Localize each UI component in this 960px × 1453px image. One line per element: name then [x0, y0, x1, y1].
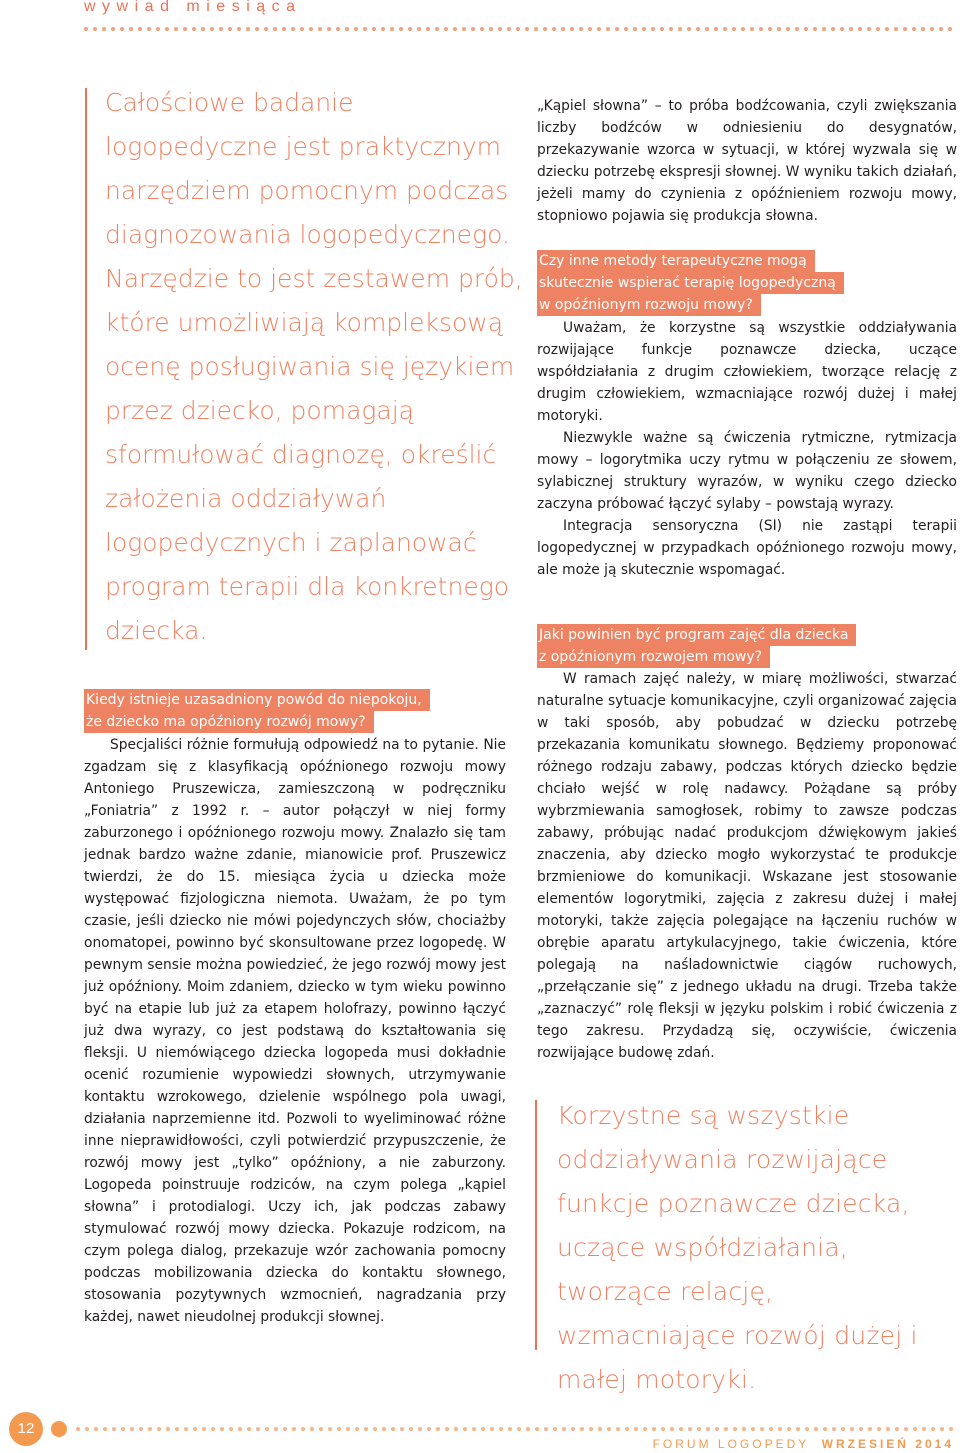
divider-dot [436, 1427, 440, 1431]
divider-dot [354, 27, 358, 31]
divider-dot [894, 27, 898, 31]
divider-dot [795, 27, 799, 31]
divider-dot [247, 1427, 251, 1431]
divider-dot [129, 27, 133, 31]
divider-dot [76, 1427, 80, 1431]
divider-dot [813, 27, 817, 31]
divider-dot [139, 1427, 143, 1431]
divider-dot [112, 1427, 116, 1431]
divider-dot [606, 27, 610, 31]
divider-dot [786, 27, 790, 31]
divider-dot [624, 27, 628, 31]
divider-dot [435, 27, 439, 31]
divider-dot [750, 27, 754, 31]
divider-dot [246, 27, 250, 31]
divider-dot [399, 27, 403, 31]
divider-dot [822, 27, 826, 31]
divider-dot [84, 27, 88, 31]
divider-dot [363, 27, 367, 31]
divider-dot [138, 27, 142, 31]
divider-dot [202, 1427, 206, 1431]
divider-dot [256, 1427, 260, 1431]
divider-dot [759, 27, 763, 31]
divider-dot [346, 1427, 350, 1431]
divider-dot [939, 27, 943, 31]
divider-dot [579, 27, 583, 31]
divider-dot [498, 27, 502, 31]
divider-dot [319, 1427, 323, 1431]
divider-dot [481, 1427, 485, 1431]
divider-dot [103, 1427, 107, 1431]
divider-dot [291, 27, 295, 31]
divider-dot [364, 1427, 368, 1431]
divider-dot [652, 1427, 656, 1431]
divider-dot [336, 27, 340, 31]
divider-dot [130, 1427, 134, 1431]
divider-dot [867, 27, 871, 31]
divider-dot [166, 1427, 170, 1431]
divider-dot [732, 27, 736, 31]
divider-dot [499, 1427, 503, 1431]
divider-dot [670, 1427, 674, 1431]
divider-dot [183, 27, 187, 31]
divider-dot [292, 1427, 296, 1431]
divider-dot [930, 27, 934, 31]
divider-dot [742, 1427, 746, 1431]
divider-dot [175, 1427, 179, 1431]
divider-dot [912, 27, 916, 31]
answer-2-paragraph: Uważam, że korzystne są wszystkie oddziaływania rozwijające funkcje poznawcze dziecka, uczące współdziałania z drugim człowiekiem, tworzące relację z drugim człowiekiem, wzmacniające rozwój dużej i małej motoryki. [537, 320, 957, 424]
divider-dot [147, 27, 151, 31]
divider-dot [282, 27, 286, 31]
divider-dot [553, 1427, 557, 1431]
divider-dot [220, 1427, 224, 1431]
divider-dot [274, 1427, 278, 1431]
divider-dot [516, 27, 520, 31]
divider-dot [535, 1427, 539, 1431]
divider-dot [327, 27, 331, 31]
divider-dot [706, 1427, 710, 1431]
divider-dot [921, 27, 925, 31]
divider-dot [913, 1427, 917, 1431]
divider-dot [769, 1427, 773, 1431]
divider-dot [381, 27, 385, 31]
divider-dot [454, 1427, 458, 1431]
answer-1-paragraph: Specjaliści różnie formułują odpowiedź na to pytanie. Nie zgadzam się z klasyfikacją opóźnionego rozwoju mowy Antoniego Pruszewicza, zamieszczoną w podręczniku „Foniatria” z 1992 r. – autor połączył w niej formy zaburzonego i opóźnionego rozwoju mowy. Znalazło się tam jednak bardzo ważne zdanie, mianowicie prof. Pruszewicz twierdzi, że do 15. miesiąca życia u dziecka może występować fizjologiczna niemota. Uważam, że po tym czasie, jeśli dziecko nie mówi pojedynczych słów, chociażby onomatopei, powinno być skonsultowane przez logopedę. W pewnym sensie można powiedzieć, że jego rozwój mowy jest już opóźniony. Moim zdaniem, dziecko w tym wieku powinno być na etapie lub już za etapem holofrazy, powinno łączyć już dwa wyrazy, co jest podstawą do kształtowania się fleksji. U niemówiącego dziecka logopeda musi dokładnie ocenić rozumienie wypowiedzi słownych, utrzymywanie kontaktu wzrokowego, dzielenie wspólnego pola uwagi, działania naprzemienne itd. Pozwoli to wyeliminować różne inne nieprawidłowości, czyli potwierdzić przypuszczenie, że rozwój mowy jest „tylko” opóźniony, a nie zaburzony. Logopeda poinstruuje rodziców, na czym polega „kąpiel słowna” i protodialogi. Uczy ich, jak podczas zabawy stymulować rozwój mowy dziecka. Pokazuje rodzicom, na czym polega dialog, przekazuje wzór zachowania pomocny podczas mobilizowania dziecka do kontaktu słownego, stosowania pozytywnych wzmocnień, nagradzania przy każdej, nawet nieudolnej produkcji słownej. [84, 737, 506, 1325]
divider-dot [868, 1427, 872, 1431]
divider-dot [472, 1427, 476, 1431]
divider-dot [840, 27, 844, 31]
divider-dot [859, 1427, 863, 1431]
divider-dot [642, 27, 646, 31]
divider-dot [850, 1427, 854, 1431]
divider-dot [417, 27, 421, 31]
divider-dot [895, 1427, 899, 1431]
divider-dot [616, 1427, 620, 1431]
divider-dot [615, 27, 619, 31]
divider-dot [705, 27, 709, 31]
question-3 [537, 624, 856, 668]
divider-dot [580, 1427, 584, 1431]
question-1-line: że dziecko ma opóźniony rozwój mowy? [84, 711, 374, 733]
divider-dot [238, 1427, 242, 1431]
divider-dot [471, 27, 475, 31]
divider-dot [255, 27, 259, 31]
divider-dot [345, 27, 349, 31]
divider-dot [949, 1427, 953, 1431]
divider-dot [318, 27, 322, 31]
divider-dot [400, 1427, 404, 1431]
header-dot-divider [84, 27, 960, 33]
divider-dot [111, 27, 115, 31]
divider-dot [876, 27, 880, 31]
divider-dot [661, 1427, 665, 1431]
answer-3-text [537, 668, 957, 1064]
divider-dot [687, 27, 691, 31]
divider-dot [265, 1427, 269, 1431]
footer-dot-divider [76, 1427, 960, 1433]
divider-dot [607, 1427, 611, 1431]
divider-dot [544, 1427, 548, 1431]
divider-dot [93, 27, 97, 31]
divider-dot [156, 27, 160, 31]
divider-dot [273, 27, 277, 31]
divider-dot [508, 1427, 512, 1431]
divider-dot [211, 1427, 215, 1431]
intro-paragraph: „Kąpiel słowna” – to próba bodźcowania, czyli zwiększania liczby bodźców w odniesieniu do desygnatów, przekazywanie wzorca w sytuacji, w której wyzwala się w dziecku potrzebę ekspresji słownej. W wyniku takich działań, jeżeli mamy do czynienia z opóźnieniem rozwoju mowy, stopniowo pojawia się produkcja słowna. [537, 98, 957, 224]
divider-dot [679, 1427, 683, 1431]
divider-dot [778, 1427, 782, 1431]
divider-dot [228, 27, 232, 31]
divider-dot [714, 27, 718, 31]
divider-dot [507, 27, 511, 31]
divider-dot [570, 27, 574, 31]
divider-dot [120, 27, 124, 31]
divider-dot [525, 27, 529, 31]
divider-dot [922, 1427, 926, 1431]
divider-dot [480, 27, 484, 31]
page-number: 12 [9, 1412, 43, 1446]
section-label: wywiad miesiąca [84, 0, 302, 15]
divider-dot [634, 1427, 638, 1431]
question-2 [537, 250, 844, 316]
divider-dot [741, 27, 745, 31]
divider-dot [219, 27, 223, 31]
divider-dot [309, 27, 313, 31]
question-3-line: z opóźnionym rozwojem mowy? [537, 646, 770, 668]
divider-dot [660, 27, 664, 31]
page-number-dot [51, 1421, 67, 1437]
answer-2-text [537, 317, 957, 581]
pull-quote-right: Korzystne są wszystkie oddziaływania rozwijające funkcje poznawcze dziecka, uczące współdziałania, tworzące relację, wzmacniające rozwój dużej i małej motoryki. [557, 1101, 918, 1394]
divider-dot [768, 27, 772, 31]
divider-dot [201, 27, 205, 31]
divider-dot [948, 27, 952, 31]
divider-dot [102, 27, 106, 31]
divider-dot [760, 1427, 764, 1431]
pull-quote-left: Całościowe badanie logopedyczne jest praktycznym narzędziem pomocnym podczas diagnozowania logopedycznego. Narzędzie to jest zestawem prób, które umożliwiają kompleksową ocenę posługiwania się językiem przez dziecko, pomagają sformułować diagnozę, określić założenia oddziaływań logopedycznych i zaplanować program terapii dla konkretnego dziecka. [105, 88, 523, 645]
divider-dot [489, 27, 493, 31]
divider-dot [697, 1427, 701, 1431]
pull-quote-bar-right [535, 1100, 537, 1350]
divider-dot [561, 27, 565, 31]
divider-dot [588, 27, 592, 31]
pull-quote-bar-left [85, 88, 87, 650]
divider-dot [814, 1427, 818, 1431]
divider-dot [445, 1427, 449, 1431]
divider-dot [885, 27, 889, 31]
divider-dot [940, 1427, 944, 1431]
divider-dot [543, 27, 547, 31]
divider-dot [597, 27, 601, 31]
divider-dot [678, 27, 682, 31]
divider-dot [444, 27, 448, 31]
divider-dot [777, 27, 781, 31]
divider-dot [192, 27, 196, 31]
question-2-line: skutecznie wspierać terapię logopedyczną [537, 272, 844, 294]
divider-dot [696, 27, 700, 31]
divider-dot [328, 1427, 332, 1431]
divider-dot [633, 27, 637, 31]
divider-dot [427, 1427, 431, 1431]
divider-dot [904, 1427, 908, 1431]
divider-dot [237, 27, 241, 31]
divider-dot [372, 27, 376, 31]
divider-dot [571, 1427, 575, 1431]
divider-dot [877, 1427, 881, 1431]
divider-dot [804, 27, 808, 31]
divider-dot [526, 1427, 530, 1431]
divider-dot [787, 1427, 791, 1431]
divider-dot [669, 27, 673, 31]
divider-dot [390, 27, 394, 31]
divider-dot [651, 27, 655, 31]
divider-dot [85, 1427, 89, 1431]
divider-dot [517, 1427, 521, 1431]
question-2-line: w opóźnionym rozwoju mowy? [537, 294, 761, 316]
divider-dot [886, 1427, 890, 1431]
divider-dot [751, 1427, 755, 1431]
divider-dot [229, 1427, 233, 1431]
divider-dot [589, 1427, 593, 1431]
divider-dot [453, 27, 457, 31]
divider-dot [121, 1427, 125, 1431]
question-3-line: Jaki powinien być program zajęć dla dziecka [537, 624, 856, 646]
divider-dot [723, 27, 727, 31]
divider-dot [300, 27, 304, 31]
divider-dot [391, 1427, 395, 1431]
divider-dot [534, 27, 538, 31]
divider-dot [210, 27, 214, 31]
divider-dot [165, 27, 169, 31]
divider-dot [562, 1427, 566, 1431]
divider-dot [463, 1427, 467, 1431]
divider-dot [805, 1427, 809, 1431]
divider-dot [858, 27, 862, 31]
divider-dot [148, 1427, 152, 1431]
divider-dot [841, 1427, 845, 1431]
question-1-line: Kiedy istnieje uzasadniony powód do niepokoju, [84, 689, 430, 711]
publication-name: FORUM LOGOPEDY [652, 1437, 810, 1451]
divider-dot [823, 1427, 827, 1431]
divider-dot [643, 1427, 647, 1431]
divider-dot [931, 1427, 935, 1431]
divider-dot [462, 27, 466, 31]
intro-text [537, 95, 957, 227]
divider-dot [94, 1427, 98, 1431]
divider-dot [264, 27, 268, 31]
divider-dot [796, 1427, 800, 1431]
divider-dot [688, 1427, 692, 1431]
divider-dot [157, 1427, 161, 1431]
issue-date: WRZESIEŃ 2014 [821, 1437, 954, 1451]
divider-dot [733, 1427, 737, 1431]
divider-dot [903, 27, 907, 31]
divider-dot [831, 27, 835, 31]
divider-dot [832, 1427, 836, 1431]
divider-dot [283, 1427, 287, 1431]
divider-dot [715, 1427, 719, 1431]
divider-dot [724, 1427, 728, 1431]
divider-dot [373, 1427, 377, 1431]
question-2-line: Czy inne metody terapeutyczne mogą [537, 250, 815, 272]
divider-dot [408, 27, 412, 31]
divider-dot [310, 1427, 314, 1431]
divider-dot [174, 27, 178, 31]
divider-dot [409, 1427, 413, 1431]
divider-dot [382, 1427, 386, 1431]
divider-dot [490, 1427, 494, 1431]
divider-dot [193, 1427, 197, 1431]
divider-dot [426, 27, 430, 31]
answer-3-paragraph: W ramach zajęć należy, w miarę możliwości, stwarzać naturalne sytuacje komunikacyjne, czyli organizować zajęcia w taki sposób, aby pobudzać w dziecku potrzebę przekazania komunikatu słownego. Będziemy proponować różnego rodzaju zabawy, podczas których dziecko będzie chciało wejść w rolę nadawcy. Pożądane są próby wybrzmiewania samogłosek, robimy to zawsze podczas zabawy, próbując nadać produkcjom dźwiękowym jakieś znaczenia, aby dziecko mogło wykorzystać te produkcje brzmieniowe do komunikacji. Wskazane jest stosowanie elementów logorytmiki, zajęcia z zakresu dużej i małej motoryki, także zajęcia polegające na łączeniu ruchów w obrębie aparatu artykulacyjnego, takie ćwiczenia, które polegają na naśladownictwie ciągów ruchowych, „przełączanie się” z jednego układu na drugi. Trzeba także „zaznaczyć” rolę fleksji w języku polskim i robić ćwiczenia z tego zakresu. Przydadzą się, oczywiście, ćwiczenia rozwijające budowę zdań. [537, 671, 957, 1061]
answer-2-paragraph: Niezwykle ważne są ćwiczenia rytmiczne, rytmizacja mowy – logorytmika uczy rytmu w połączeniu ze słowem, sylabicznej struktury wyrazów, w wyniku czego dziecko zaczyna próbować łączyć sylaby – powstają wyrazy. [537, 430, 957, 512]
divider-dot [301, 1427, 305, 1431]
divider-dot [418, 1427, 422, 1431]
divider-dot [552, 27, 556, 31]
answer-1-text [84, 734, 506, 1328]
divider-dot [849, 27, 853, 31]
footer-publication [653, 1437, 954, 1451]
divider-dot [598, 1427, 602, 1431]
divider-dot [184, 1427, 188, 1431]
question-1 [84, 689, 430, 733]
divider-dot [337, 1427, 341, 1431]
divider-dot [355, 1427, 359, 1431]
answer-2-paragraph: Integracja sensoryczna (SI) nie zastąpi terapii logopedycznej w przypadkach opóźnionego rozwoju mowy, ale może ją skutecznie wspomagać. [537, 518, 957, 578]
divider-dot [625, 1427, 629, 1431]
